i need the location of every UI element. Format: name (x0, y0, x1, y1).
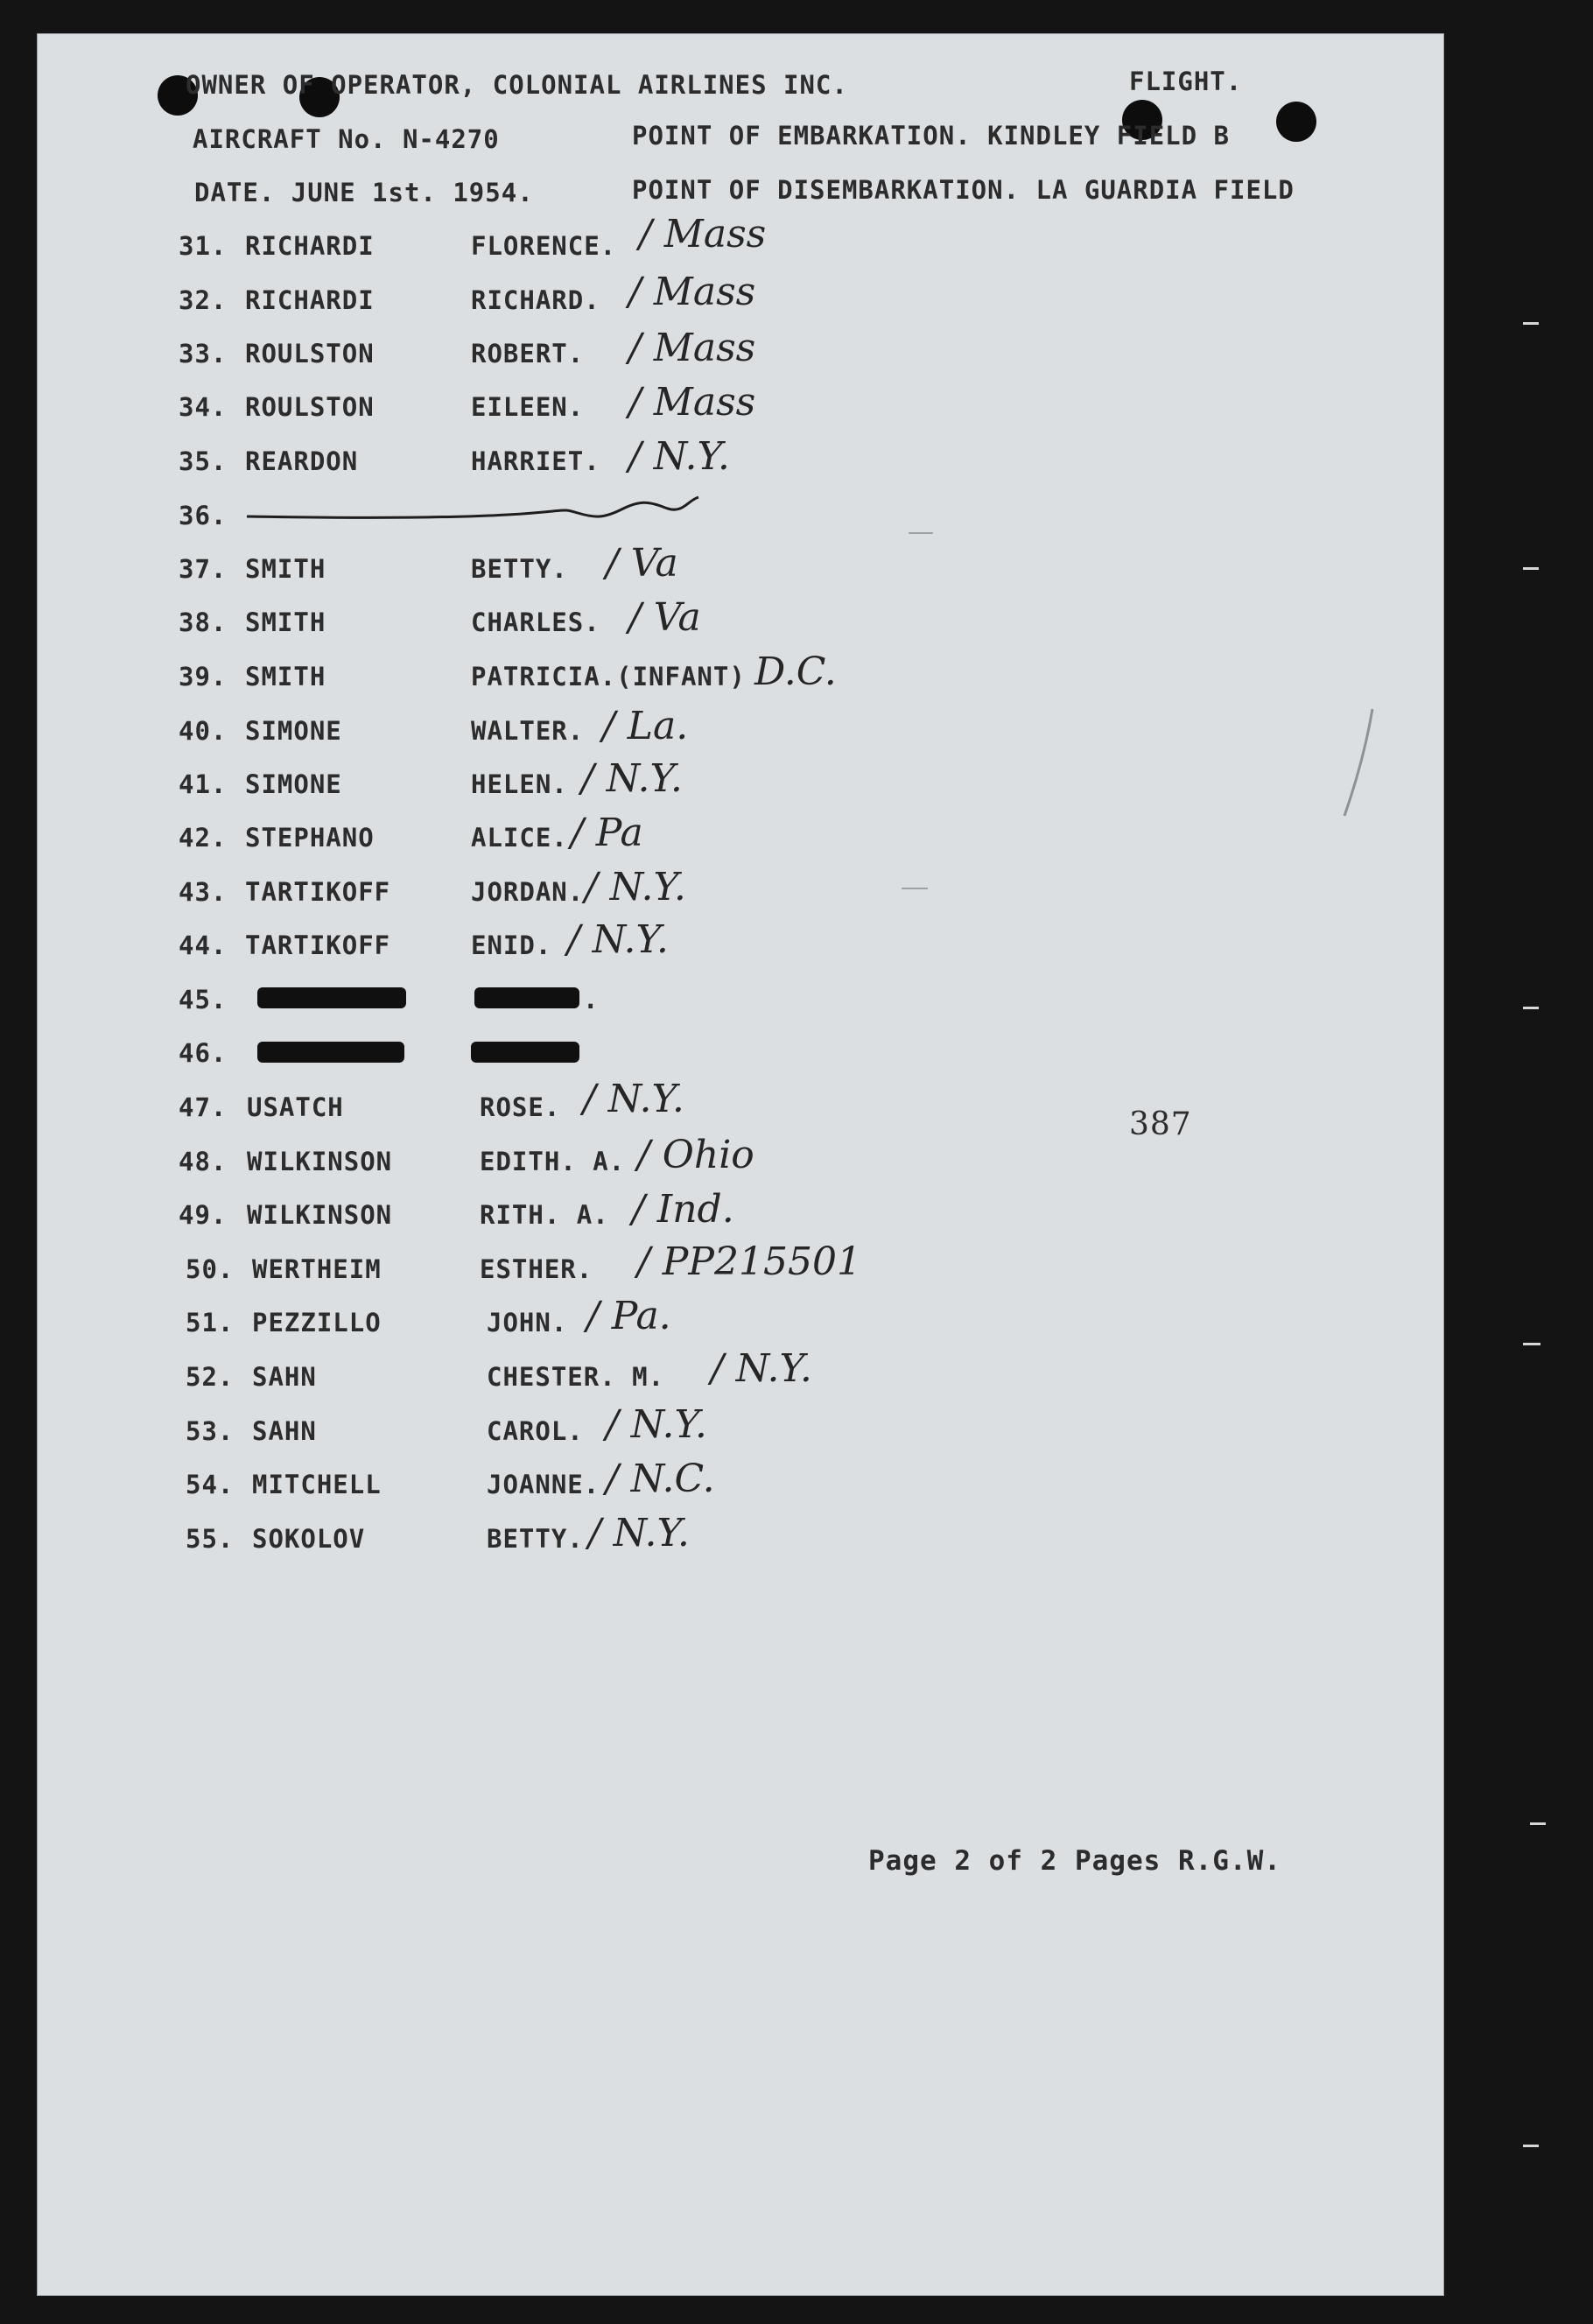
surname: STEPHANO (245, 823, 375, 853)
row-number: 53. (186, 1416, 235, 1446)
manifest-date: DATE. JUNE 1st. 1954. (194, 178, 534, 207)
surname: ROULSTON (245, 392, 375, 422)
surname: WILKINSON (247, 1200, 393, 1230)
surname: ROULSTON (245, 339, 375, 369)
handwritten-state: / N.Y. (588, 1511, 690, 1555)
surname: TARTIKOFF (245, 877, 391, 907)
handwritten-state: / N.Y. (567, 917, 669, 962)
given-name: CHESTER. M. (487, 1362, 665, 1392)
handwritten-state: / PP215501 (637, 1239, 861, 1284)
given-name: HELEN. (471, 769, 568, 799)
row-number: 39. (179, 662, 228, 692)
surname: SOKOLOV (252, 1524, 366, 1554)
row-number: 55. (186, 1524, 235, 1554)
handwritten-state: / La. (602, 704, 689, 748)
given-name: WALTER. (471, 716, 585, 746)
surname: RICHARDI (245, 285, 375, 315)
given-name: ENID. (471, 930, 552, 960)
surname: SIMONE (245, 769, 342, 799)
surname: USATCH (247, 1092, 344, 1122)
given-name: EDITH. A. (480, 1147, 626, 1176)
row-number: 46. (179, 1038, 228, 1068)
given-name: ALICE. (471, 823, 568, 853)
given-name: HARRIET. (471, 446, 600, 476)
given-name: JORDAN. (471, 877, 585, 907)
handwritten-state: / Mass (628, 380, 756, 425)
point-of-embarkation: POINT OF EMBARKATION. KINDLEY FIELD B (632, 121, 1231, 151)
stray-mark (902, 888, 928, 889)
handwritten-state: / Pa. (586, 1294, 671, 1338)
given-name: CHARLES. (471, 607, 600, 637)
margin-mark (1523, 567, 1539, 570)
redacted-given-name (471, 1042, 579, 1063)
point-of-disembarkation: POINT OF DISEMBARKATION. LA GUARDIA FIELD (632, 175, 1295, 205)
surname: WERTHEIM (252, 1254, 382, 1284)
row-number: 49. (179, 1200, 228, 1230)
given-name: ROSE. (480, 1092, 561, 1122)
given-name: EILEEN. (471, 392, 585, 422)
handwritten-state: / Mass (628, 270, 756, 314)
row-number: 32. (179, 285, 228, 315)
redacted-surname (257, 987, 406, 1008)
page-stamp-number: 387 (1129, 1106, 1192, 1142)
page-footer: Page 2 of 2 Pages R.G.W. (868, 1845, 1281, 1877)
redacted-surname (257, 1042, 404, 1063)
redacted-given-name (474, 987, 579, 1008)
handwritten-state: / Pa (571, 811, 643, 855)
row-number: 38. (179, 607, 228, 637)
row-number: 37. (179, 554, 228, 584)
handwritten-state: / N.C. (606, 1457, 715, 1501)
handwritten-state: / N.Y. (606, 1402, 707, 1447)
row-number: 45. (179, 985, 228, 1015)
row-number: 48. (179, 1147, 228, 1176)
row-number: 41. (179, 769, 228, 799)
given-name: . (583, 985, 600, 1015)
given-name: JOANNE. (487, 1470, 600, 1499)
row-number: 31. (179, 231, 228, 261)
manifest-page (37, 33, 1444, 2296)
row-number: 33. (179, 339, 228, 369)
strikethrough-line (245, 492, 700, 527)
handwritten-state: / Ind. (632, 1187, 734, 1232)
row-number: 43. (179, 877, 228, 907)
margin-mark (1523, 2145, 1539, 2147)
given-name: RITH. A. (480, 1200, 609, 1230)
margin-mark (1523, 1007, 1539, 1009)
row-number: 36. (179, 501, 228, 530)
handwritten-state: / Va (606, 541, 678, 586)
surname: SMITH (245, 607, 326, 637)
stray-mark (1341, 706, 1376, 819)
given-name: JOHN. (487, 1308, 568, 1338)
row-number: 54. (186, 1470, 235, 1499)
handwritten-state: / N.Y. (585, 865, 686, 909)
given-name: ESTHER. (480, 1254, 593, 1284)
row-number: 42. (179, 823, 228, 853)
row-number: 40. (179, 716, 228, 746)
handwritten-state: / Mass (628, 326, 756, 370)
given-name: FLORENCE. (471, 231, 617, 261)
row-number: 51. (186, 1308, 235, 1338)
surname: SMITH (245, 662, 326, 692)
given-name: ROBERT. (471, 339, 585, 369)
row-number: 44. (179, 930, 228, 960)
punch-hole (1276, 102, 1316, 142)
surname: SMITH (245, 554, 326, 584)
row-number: 35. (179, 446, 228, 476)
given-name: BETTY. (487, 1524, 584, 1554)
surname: SAHN (252, 1362, 317, 1392)
handwritten-state: D.C. (754, 649, 837, 694)
row-number: 50. (186, 1254, 235, 1284)
given-name: RICHARD. (471, 285, 600, 315)
handwritten-state: / Ohio (637, 1133, 754, 1177)
handwritten-state: / Mass (639, 212, 767, 256)
surname: SAHN (252, 1416, 317, 1446)
surname: SIMONE (245, 716, 342, 746)
handwritten-state: / N.Y. (581, 756, 683, 801)
row-number: 34. (179, 392, 228, 422)
surname: RICHARDI (245, 231, 375, 261)
flight-label: FLIGHT. (1129, 67, 1243, 96)
margin-mark (1523, 1343, 1540, 1345)
surname: REARDON (245, 446, 359, 476)
row-number: 47. (179, 1092, 228, 1122)
margin-mark (1523, 322, 1539, 325)
surname: MITCHELL (252, 1470, 382, 1499)
surname: TARTIKOFF (245, 930, 391, 960)
surname: PEZZILLO (252, 1308, 382, 1338)
given-name: PATRICIA.(INFANT) (471, 662, 746, 692)
aircraft-number: AIRCRAFT No. N-4270 (193, 124, 500, 154)
stray-mark (909, 532, 933, 534)
given-name: CAROL. (487, 1416, 584, 1446)
given-name: BETTY. (471, 554, 568, 584)
handwritten-state: / Va (628, 595, 701, 640)
surname: WILKINSON (247, 1147, 393, 1176)
margin-mark (1530, 1822, 1546, 1825)
handwritten-state: / N.Y. (583, 1077, 684, 1121)
handwritten-state: / N.Y. (628, 434, 730, 479)
owner-operator: OWNER OF OPERATOR, COLONIAL AIRLINES INC. (186, 70, 848, 100)
handwritten-state: / N.Y. (711, 1346, 812, 1391)
row-number: 52. (186, 1362, 235, 1392)
